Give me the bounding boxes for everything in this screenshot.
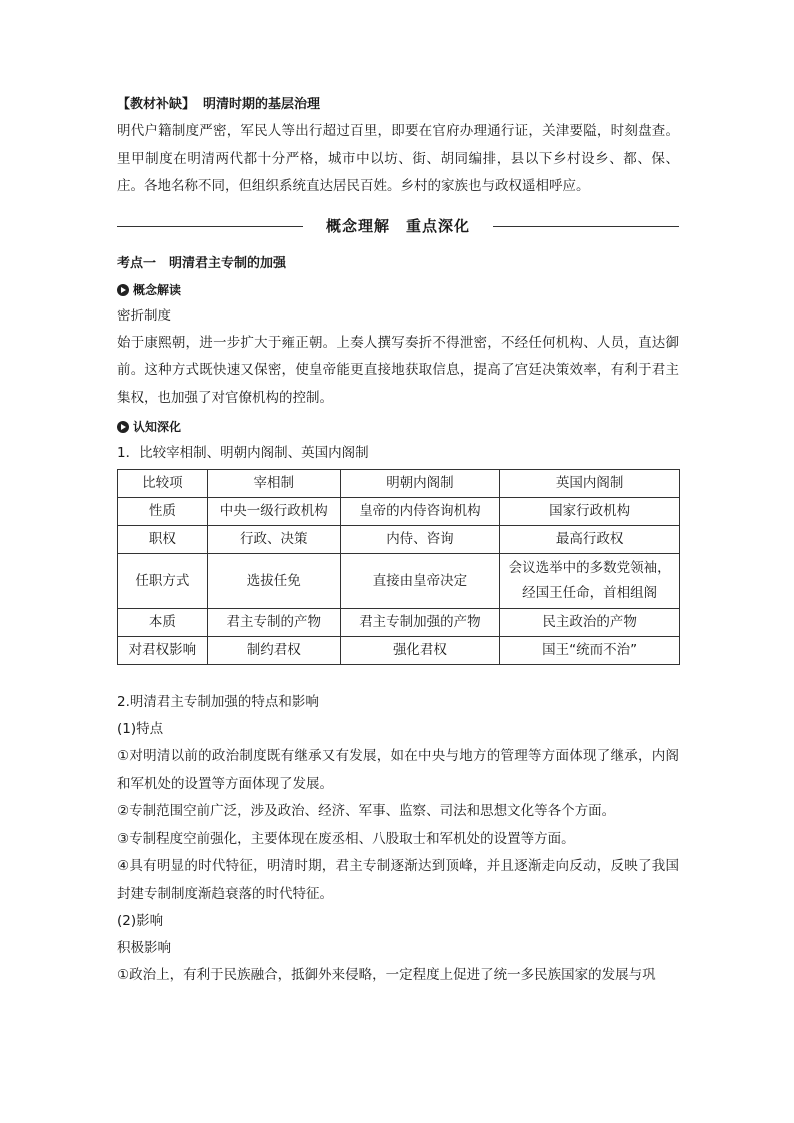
table-cell: 性质 (118, 498, 208, 526)
play-circle-icon (117, 284, 129, 296)
divider-line-right (493, 226, 679, 227)
table-cell: 本质 (118, 609, 208, 637)
table-cell: 行政、决策 (207, 526, 340, 554)
positive-impact-item: ①政治上，有利于民族融合，抵御外来侵略，一定程度上促进了统一多民族国家的发展与巩 (117, 967, 656, 983)
table-cell: 会议选举中的多数党领袖，经国王任命，首相组阁 (500, 554, 680, 609)
play-circle-icon (117, 421, 129, 433)
deepen-label-text: 认知深化 (133, 420, 182, 434)
table-cell: 最高行政权 (500, 526, 680, 554)
table-header-cell: 比较项 (118, 470, 208, 498)
term-body: 始于康熙朝，进一步扩大于雍正朝。上奏人撰写奏折不得泄密，不经任何机构、人员，直达御前。这种方式既快速又保密，使皇帝能更直接地获取信息，提高了宫廷决策效率，有利于君主集权，也加强了对官僚机构的控制。 (117, 334, 679, 406)
feature-item: ③专制程度空前强化，主要体现在废丞相、八股取士和军机处的设置等方面。 (117, 830, 575, 847)
term-title: 密折制度 (117, 307, 171, 324)
table-cell: 君主专制的产物 (207, 609, 340, 637)
feature-item: ②专制范围空前广泛，涉及政治、经济、军事、监察、司法和思想文化等各个方面。 (117, 803, 616, 819)
comparison-table (117, 469, 680, 665)
table-row (118, 498, 680, 526)
table-row (118, 554, 680, 609)
document-page (117, 92, 679, 990)
table-cell: 任职方式 (118, 554, 208, 609)
divider-title: 概念理解 重点深化 (325, 216, 470, 235)
table-cell: 民主政治的产物 (500, 609, 680, 637)
deepen-label (117, 414, 679, 440)
table-cell: 中央一级行政机构 (207, 498, 340, 526)
table-cell: 内侍、咨询 (340, 526, 500, 554)
table-header-cell: 英国内阁制 (500, 470, 680, 498)
feature-item: ④具有明显的时代特征，明清时期，君主专制逐渐达到顶峰，并且逐渐走向反动，反映了我国封建专制制度渐趋衰落的时代特征。 (117, 858, 679, 902)
table-header-cell: 明朝内阁制 (340, 470, 500, 498)
table-cell: 直接由皇帝决定 (340, 554, 500, 609)
supplement-title: 明清时期的基层治理 (203, 97, 321, 112)
table-header-cell: 宰相制 (207, 470, 340, 498)
supplement-heading (117, 92, 679, 118)
table-title: 1．比较宰相制、明朝内阁制、英国内阁制 (117, 445, 369, 461)
table-cell: 选拔任免 (207, 554, 340, 609)
supplement-body: 明代户籍制度严密，军民人等出行超过百里，即要在官府办理通行证，关津要隘，时刻盘查。里甲制度在明清两代都十分严格，城市中以坊、街、胡同编排，县以下乡村设乡、都、保、庄。各地名称不同，但组织系统直达居民百姓。乡村的家族也与政权遥相呼应。 (117, 123, 679, 194)
section-2-title: 2.明清君主专制加强的特点和影响 (117, 694, 319, 710)
section-divider (117, 209, 679, 243)
point-title: 考点一 明清君主专制的加强 (117, 255, 287, 271)
table-cell: 皇帝的内侍咨询机构 (340, 498, 500, 526)
concept-label (117, 277, 679, 303)
table-row (118, 609, 680, 637)
concept-label-text: 概念解读 (133, 282, 182, 297)
feature-item: ①对明清以前的政治制度既有继承又有发展，如在中央与地方的管理等方面体现了继承，内阁和军机处的设置等方面体现了发展。 (117, 748, 679, 792)
positive-impact-label: 积极影响 (117, 940, 171, 956)
table-cell: 对君权影响 (118, 637, 208, 665)
table-row (118, 526, 680, 554)
table-cell: 职权 (118, 526, 208, 554)
table-row (118, 637, 680, 665)
table-cell: 国王“统而不治” (500, 637, 680, 665)
table-cell: 强化君权 (340, 637, 500, 665)
table-cell: 君主专制加强的产物 (340, 609, 500, 637)
table-cell: 国家行政机构 (500, 498, 680, 526)
features-label: (1)特点 (117, 721, 164, 737)
table-header-row (118, 470, 680, 498)
impact-label: (2)影响 (117, 913, 164, 929)
supplement-bracket: 【教材补缺】 (117, 97, 196, 112)
table-cell: 制约君权 (207, 637, 340, 665)
